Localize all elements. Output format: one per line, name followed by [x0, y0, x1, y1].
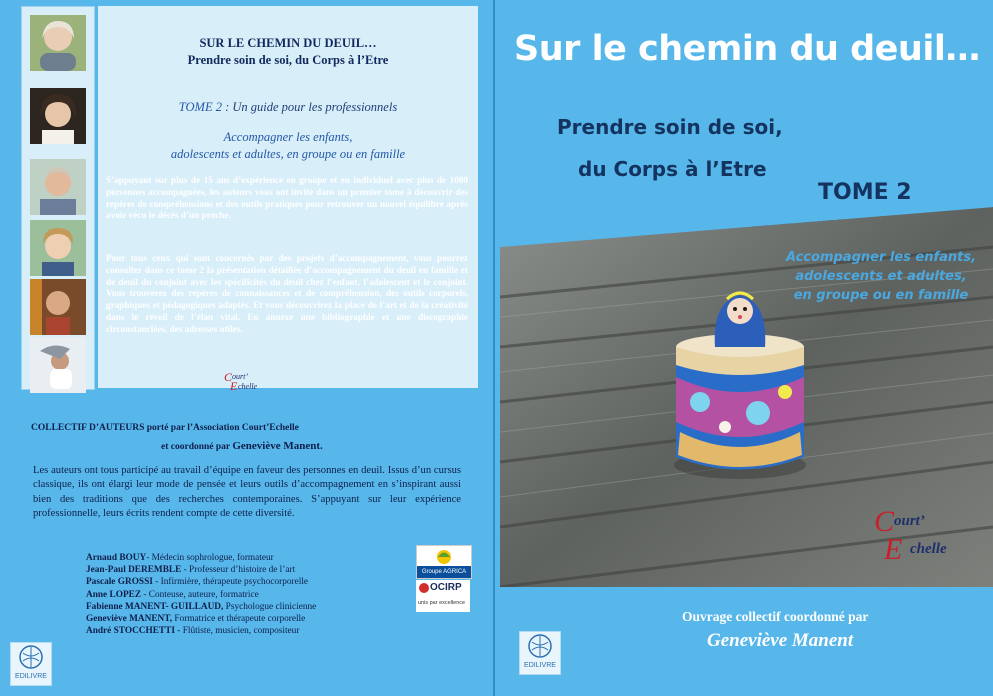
ocirp-logo [416, 580, 470, 612]
collective-line-1: COLLECTIF D’AUTEURS porté par l’Association Court’Echelle [31, 423, 299, 433]
author-photo-5 [30, 279, 86, 335]
front-accompany [770, 248, 992, 305]
author-photo-2 [30, 88, 86, 144]
author-photo-strip [21, 6, 95, 390]
svg-text:chelle: chelle [910, 541, 947, 557]
edilivre-label-front: EDILIVRE [524, 662, 556, 669]
author-item: Geneviève MANENT, Formatrice et thérapeute corporelle [86, 614, 306, 625]
court-echelle-logo [870, 503, 980, 565]
svg-text:ourt’: ourt’ [894, 513, 925, 529]
front-accompany-line2: adolescents et adultes, [795, 269, 967, 284]
back-subtitle: Prendre soin de soi, du Corps à l’Etre [187, 53, 389, 67]
back-tome-label: TOME 2 [178, 100, 222, 114]
front-collective: Ouvrage collectif coordonné par [682, 609, 869, 624]
author-photo-6 [30, 337, 86, 393]
back-blurb-panel [98, 6, 478, 392]
svg-text:E: E [230, 379, 238, 392]
front-subtitle-line1: Prendre soin de soi, [557, 115, 783, 139]
back-paragraph-2: Pour tous ceux qui sont concernés par des projets d’accompagnement, vous pourrez consulter dans ce tome 2 la présentation détaillée d’accompagnement du deuil en famille et de deuil du conjoint avec les spécificités du deuil chez l’enfant, l’adolescent et le conjoint. Vous trouverez des repères de connaissances et de compréhension, des outils corporels, graphiques et pédagogiques adaptés. Et vous découvrirez la place de l’art et de la créativité dans le réveil de l’élan vital. En annexe une bibliographie et une discographie circonstanciées, des adresses utiles. [106, 253, 468, 334]
author-item: Pascale GROSSI - Infirmière, thérapeute psychocorporelle [86, 577, 309, 588]
front-accompany-line1: Accompagner les enfants, [785, 250, 977, 265]
svg-text:E: E [884, 533, 903, 565]
edilivre-label-back: EDILIVRE [15, 673, 47, 680]
back-accompany-line2: adolescents et adultes, en groupe ou en famille [170, 147, 406, 161]
back-tome-line [98, 100, 478, 115]
author-item: Arnaud BOUY- Médecin sophrologue, formateur [86, 553, 274, 563]
edilivre-logo-back [10, 642, 52, 686]
court-echelle-logo-small [224, 368, 284, 398]
front-subtitle-line2: du Corps à l’Etre [578, 157, 767, 181]
back-cover [0, 0, 493, 696]
front-title: Sur le chemin du deuil… [514, 29, 980, 69]
front-accompany-line3: en groupe ou en famille [793, 288, 969, 303]
agrica-logo [416, 545, 472, 579]
back-tome-guide: : Un guide pour les professionnels [221, 100, 398, 114]
author-photo-1 [30, 15, 86, 71]
authors-list [86, 552, 316, 637]
svg-text:chelle: chelle [238, 382, 258, 391]
author-item: Jean-Paul DEREMBLE - Professeur d’histoire de l’art [86, 565, 296, 576]
collective-coordinator-name: Geneviève Manent. [232, 440, 323, 452]
ocirp-label: OCIRP [430, 582, 462, 593]
svg-text:C: C [874, 505, 895, 538]
collective-line-2 [161, 440, 323, 452]
back-title: SUR LE CHEMIN DU DEUIL… [199, 36, 377, 50]
front-tome: TOME 2 [818, 180, 912, 205]
svg-text:ourt’: ourt’ [232, 372, 248, 381]
front-coordinator: Geneviève Manent [707, 630, 854, 651]
author-item: Anne LOPEZ - Conteuse, auteure, formatrice [86, 589, 259, 600]
author-photo-4 [30, 220, 86, 276]
authors-description: Les auteurs ont tous participé au travail d’équipe en faveur des personnes en deuil. Issus d’un cursus classique, ils ont élargi leur mode de pensée et leurs outils d’accompagnement en s’inspirant aussi bien des traditions que des recherches contemporaines. S’appuyant sur leur expérience professionnelle, leurs écrits rendent compte de cette diversité. [33, 465, 461, 520]
author-photo-3 [30, 159, 86, 215]
author-item: André STOCCHETTI - Flûtiste, musicien, compositeur [86, 626, 300, 637]
collective-coordinated-by: et coordonné par [161, 442, 230, 452]
author-item: Fabienne MANENT- GUILLAUD, Psychologue clinicienne [86, 601, 317, 612]
back-paragraph-1: S’appuyant sur plus de 15 ans d’expérience en groupe et en individuel avec plus de 1000 personnes accompagnées, les auteurs vous ont invité dans un premier tome à découvrir des repères de compréhensions et des outils pratiques pour retrouver un nouvel équilibre après avoir vécu le décès d’un proche. [106, 175, 468, 221]
back-accompany-line1: Accompagner les enfants, [223, 130, 353, 144]
svg-text:C: C [224, 370, 233, 384]
ocirp-tagline: unis par excellence [418, 600, 466, 606]
agrica-label: Groupe AGRICA [417, 566, 471, 578]
edilivre-logo-front [519, 631, 561, 675]
